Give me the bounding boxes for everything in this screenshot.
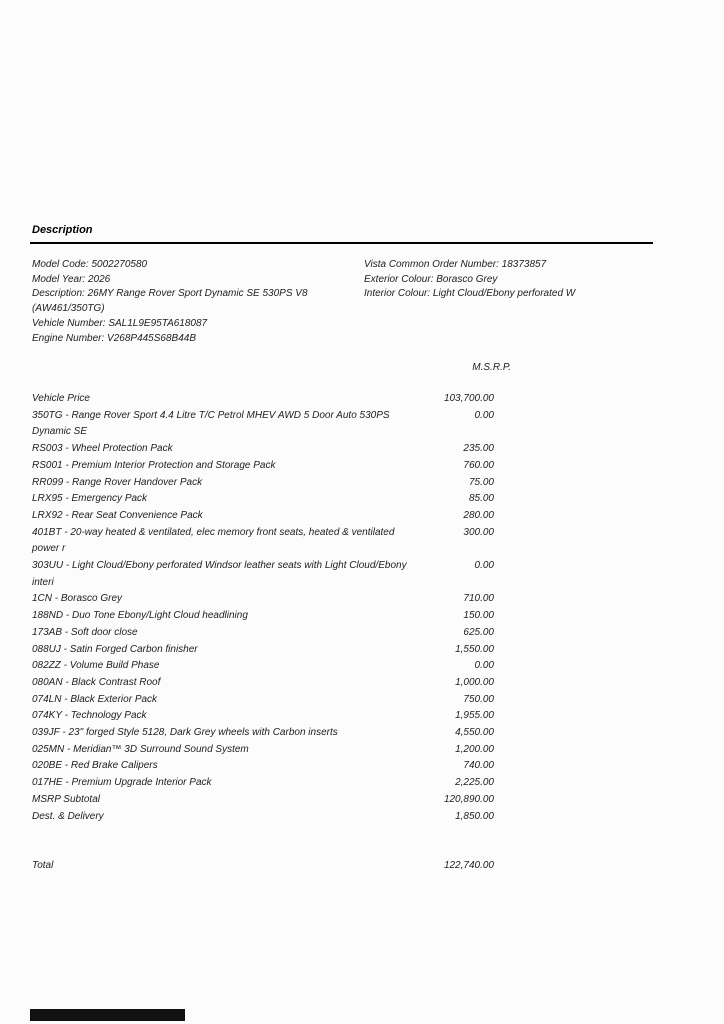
line-item-price: 0.00	[474, 409, 494, 421]
model-year: Model Year: 2026	[32, 273, 111, 285]
table-row	[32, 675, 494, 692]
msrp-column-header: M.S.R.P.	[472, 362, 511, 373]
line-item-price: 235.00	[463, 443, 494, 455]
vehicle-info-block	[32, 258, 672, 346]
line-item-price: 75.00	[468, 476, 494, 488]
line-item-description: 074KY - Technology Pack	[32, 710, 147, 722]
table-row	[32, 658, 494, 675]
total-row	[32, 858, 494, 875]
table-row	[32, 391, 494, 408]
table-row	[32, 809, 494, 826]
table-row	[32, 558, 494, 591]
line-item-price: 0.00	[474, 560, 494, 572]
vehicle-info-right-column	[364, 258, 672, 346]
engine-number: Engine Number: V268P445S68B44B	[32, 332, 197, 344]
line-item-description: LRX95 - Emergency Pack	[32, 493, 148, 505]
interior-colour: Interior Colour: Light Cloud/Ebony perforated W	[364, 288, 576, 300]
footer-bar	[30, 1009, 185, 1021]
line-item-description: RS001 - Premium Interior Protection and Storage Pack	[32, 459, 276, 471]
table-row	[32, 692, 494, 709]
line-item-price: 1,850.00	[455, 810, 494, 822]
price-table	[32, 391, 494, 825]
table-row	[32, 408, 494, 441]
line-item-price: 1,550.00	[455, 643, 494, 655]
table-row	[32, 591, 494, 608]
total-price: 122,740.00	[443, 860, 494, 871]
table-row	[32, 792, 494, 809]
line-item-price: 120,890.00	[443, 793, 494, 805]
line-item-price: 1,200.00	[455, 743, 494, 755]
line-item-price: 710.00	[463, 593, 494, 605]
table-row	[32, 758, 494, 775]
total-label: Total	[32, 860, 54, 871]
line-item-price: 280.00	[463, 509, 494, 521]
table-row	[32, 775, 494, 792]
model-code: Model Code: 5002270580	[32, 259, 148, 270]
line-item-price: 4,550.00	[455, 727, 494, 739]
vehicle-info-left-column	[32, 258, 364, 346]
line-item-description: 082ZZ - Volume Build Phase	[32, 660, 160, 672]
table-row	[32, 458, 494, 475]
table-row	[32, 725, 494, 742]
line-item-description: 173AB - Soft door close	[32, 626, 138, 638]
line-item-price: 760.00	[463, 459, 494, 471]
line-item-description: 188ND - Duo Tone Ebony/Light Cloud headlining	[32, 610, 248, 622]
vehicle-description-line2: (AW461/350TG)	[32, 303, 105, 315]
line-item-description: 088UJ - Satin Forged Carbon finisher	[32, 643, 198, 655]
line-item-description: 039JF - 23" forged Style 5128, Dark Grey wheels with Carbon inserts	[32, 727, 338, 739]
line-item-description: 1CN - Borasco Grey	[32, 593, 123, 605]
line-item-price: 85.00	[468, 493, 494, 505]
description-section-header	[30, 220, 653, 244]
line-item-price: 150.00	[463, 610, 494, 622]
line-item-price: 1,000.00	[455, 676, 494, 688]
line-item-price: 625.00	[463, 626, 494, 638]
table-row	[32, 625, 494, 642]
section-title: Description	[32, 224, 93, 236]
line-item-description: 303UU - Light Cloud/Ebony perforated Windsor leather seats with Light Cloud/Ebony interi	[32, 560, 407, 588]
vehicle-description-line1: Description: 26MY Range Rover Sport Dynamic SE 530PS V8	[32, 288, 308, 300]
line-item-price: 2,225.00	[455, 777, 494, 789]
line-item-description: 020BE - Red Brake Calipers	[32, 760, 158, 772]
line-item-price: 0.00	[474, 660, 494, 672]
table-row	[32, 608, 494, 625]
vehicle-number: Vehicle Number: SAL1L9E95TA618087	[32, 317, 208, 329]
line-item-price: 1,955.00	[455, 710, 494, 722]
line-item-description: 350TG - Range Rover Sport 4.4 Litre T/C Petrol MHEV AWD 5 Door Auto 530PS Dynamic SE	[32, 409, 390, 438]
table-row	[32, 525, 494, 558]
line-item-price: 750.00	[463, 693, 494, 705]
line-item-description: RR099 - Range Rover Handover Pack	[32, 476, 203, 488]
table-row	[32, 491, 494, 508]
table-row	[32, 441, 494, 458]
line-item-description: Vehicle Price	[32, 393, 90, 404]
line-item-description: MSRP Subtotal	[32, 793, 100, 805]
line-item-price: 300.00	[463, 526, 494, 538]
exterior-colour: Exterior Colour: Borasco Grey	[364, 273, 498, 285]
line-item-description: 401BT - 20-way heated & ventilated, elec memory front seats, heated & ventilated power r	[32, 526, 395, 555]
line-item-price: 103,700.00	[443, 393, 494, 404]
vista-common-order-number: Vista Common Order Number: 18373857	[364, 259, 547, 270]
table-row	[32, 642, 494, 659]
table-row	[32, 475, 494, 492]
table-row	[32, 508, 494, 525]
table-row	[32, 742, 494, 759]
line-item-description: 017HE - Premium Upgrade Interior Pack	[32, 777, 212, 789]
table-row	[32, 708, 494, 725]
line-item-description: RS003 - Wheel Protection Pack	[32, 443, 173, 455]
line-item-description: 025MN - Meridian™ 3D Surround Sound System	[32, 743, 249, 755]
line-item-description: Dest. & Delivery	[32, 810, 104, 822]
line-item-description: 080AN - Black Contrast Roof	[32, 676, 161, 688]
line-item-description: 074LN - Black Exterior Pack	[32, 693, 158, 705]
line-item-price: 740.00	[463, 760, 494, 772]
line-item-description: LRX92 - Rear Seat Convenience Pack	[32, 509, 203, 521]
